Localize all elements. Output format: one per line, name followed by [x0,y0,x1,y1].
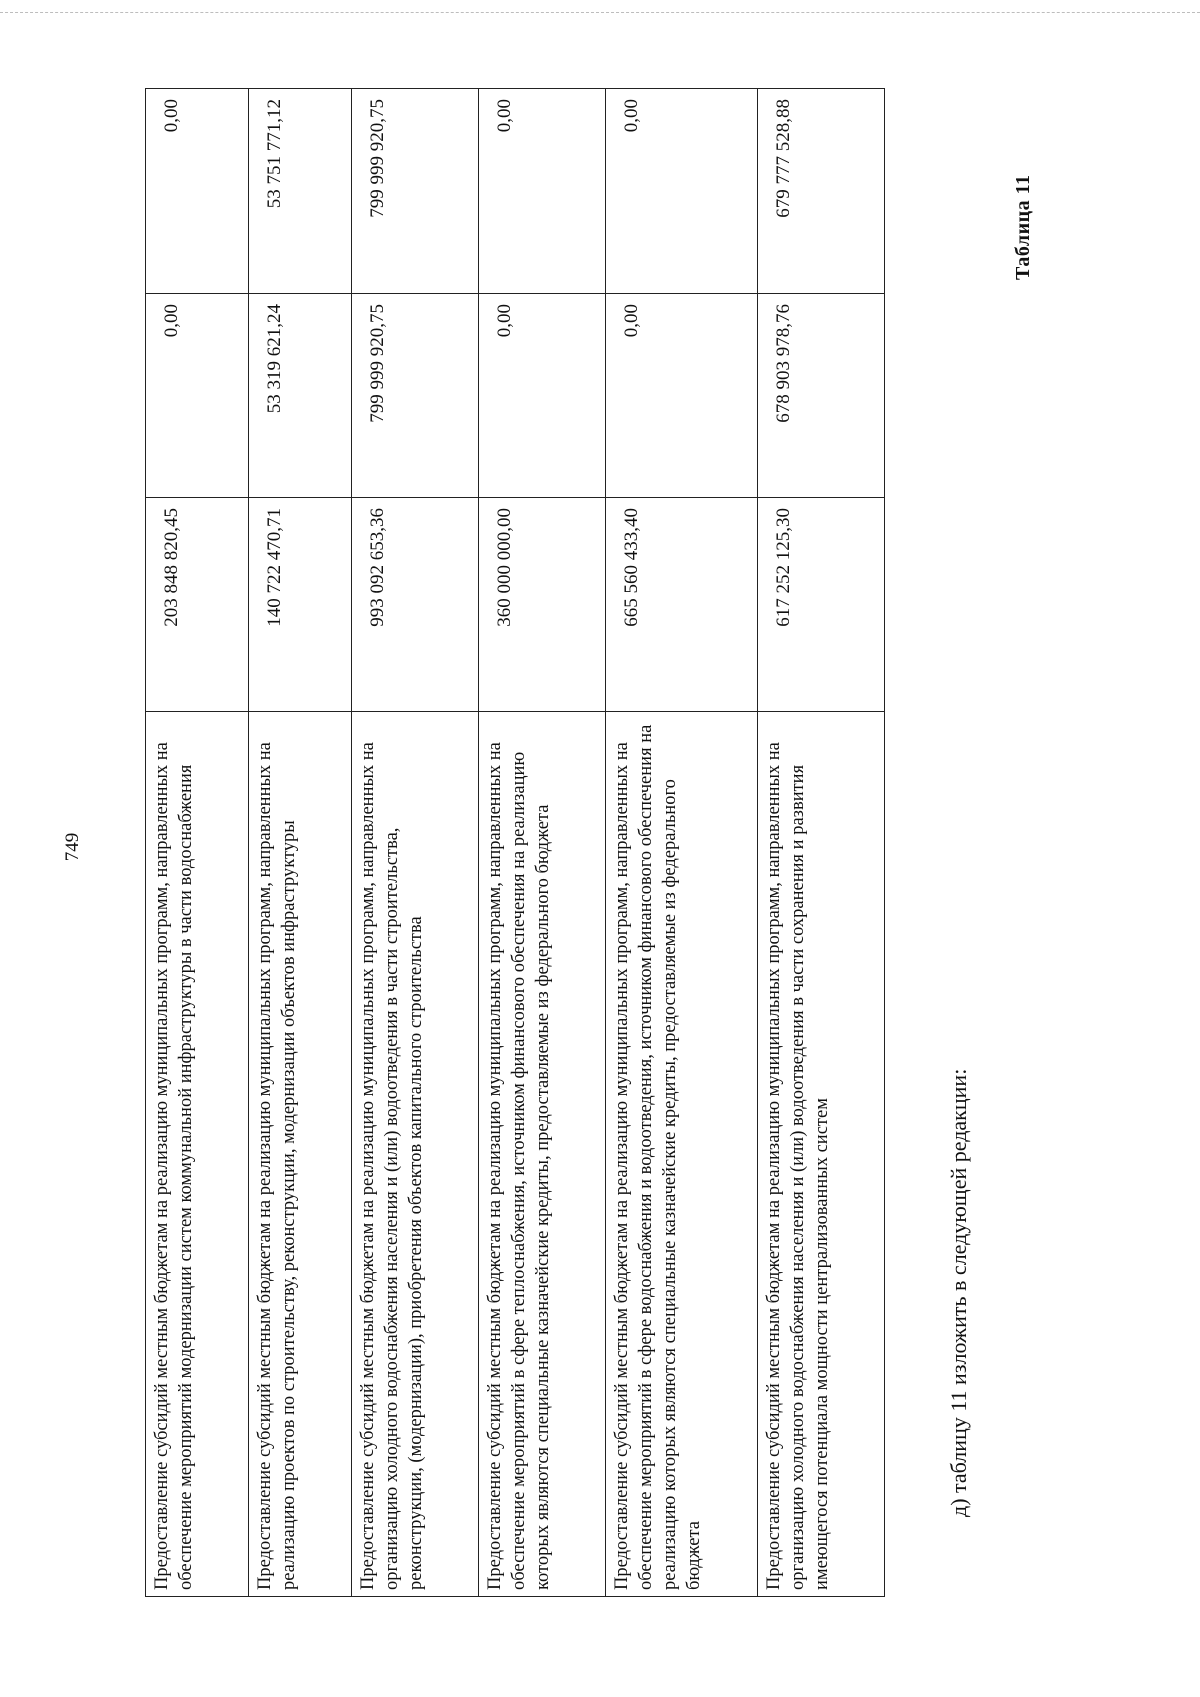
row-value: 0,00 [146,294,249,498]
row-description: Предоставление субсидий местным бюджетам на реализацию муниципальных программ, направленных на реализацию проектов по строительству, реконструкции, модернизации объектов инфраструктуры [249,712,352,1597]
row-value: 203 848 820,45 [146,498,249,712]
row-value: 53 751 771,12 [249,89,352,294]
row-description: Предоставление субсидий местным бюджетам на реализацию муниципальных программ, направленных на организацию холодного водоснабжения населения и (или) водоотведения в части строительства, реконструкции, (модернизации), приобретения объектов капитального строительства [352,712,479,1597]
row-value: 0,00 [606,89,758,294]
table-row [758,89,885,1597]
table-row [352,89,479,1597]
row-value: 53 319 621,24 [249,294,352,498]
row-value: 0,00 [146,89,249,294]
row-description: Предоставление субсидий местным бюджетам на реализацию муниципальных программ, направленных на организацию холодного водоснабжения населения и (или) водоотведения в части сохранения и развития имеющегося потенциала мощности централизованных систем [758,712,885,1597]
row-value: 617 252 125,30 [758,498,885,712]
table-row [606,89,758,1597]
amendment-instruction: д) таблицу 11 изложить в следующей редакции: [946,1068,971,1517]
row-value: 799 999 920,75 [352,294,479,498]
table-row [249,89,352,1597]
row-value: 679 777 528,88 [758,89,885,294]
budget-table [145,88,885,1597]
row-value: 993 092 653,36 [352,498,479,712]
row-value: 140 722 470,71 [249,498,352,712]
row-value: 0,00 [479,294,606,498]
row-description: Предоставление субсидий местным бюджетам на реализацию муниципальных программ, направленных на обеспечение мероприятий в сфере водоснабжения и водоотведения, источником финансового обеспечения на реализацию которых являются специальные казначейские кредиты, предоставляемые из федерального бюджета [606,712,758,1597]
row-value: 360 000 000,00 [479,498,606,712]
row-value: 799 999 920,75 [352,89,479,294]
row-description: Предоставление субсидий местным бюджетам на реализацию муниципальных программ, направленных на обеспечение мероприятий модернизации систем коммунальной инфраструктуры в части водоснабжения [146,712,249,1597]
table-row [146,89,249,1597]
row-value: 0,00 [606,294,758,498]
page-number: 749 [62,832,83,862]
table-row [479,89,606,1597]
row-value: 0,00 [479,89,606,294]
row-value: 665 560 433,40 [606,498,758,712]
table-caption: Таблица 11 [1012,174,1034,280]
row-description: Предоставление субсидий местным бюджетам на реализацию муниципальных программ, направленных на обеспечение мероприятий в сфере теплоснабжения, источником финансового обеспечения на реализацию которых являются специальные казначейские кредиты, предоставляемые из федерального бюджета [479,712,606,1597]
row-value: 678 903 978,76 [758,294,885,498]
